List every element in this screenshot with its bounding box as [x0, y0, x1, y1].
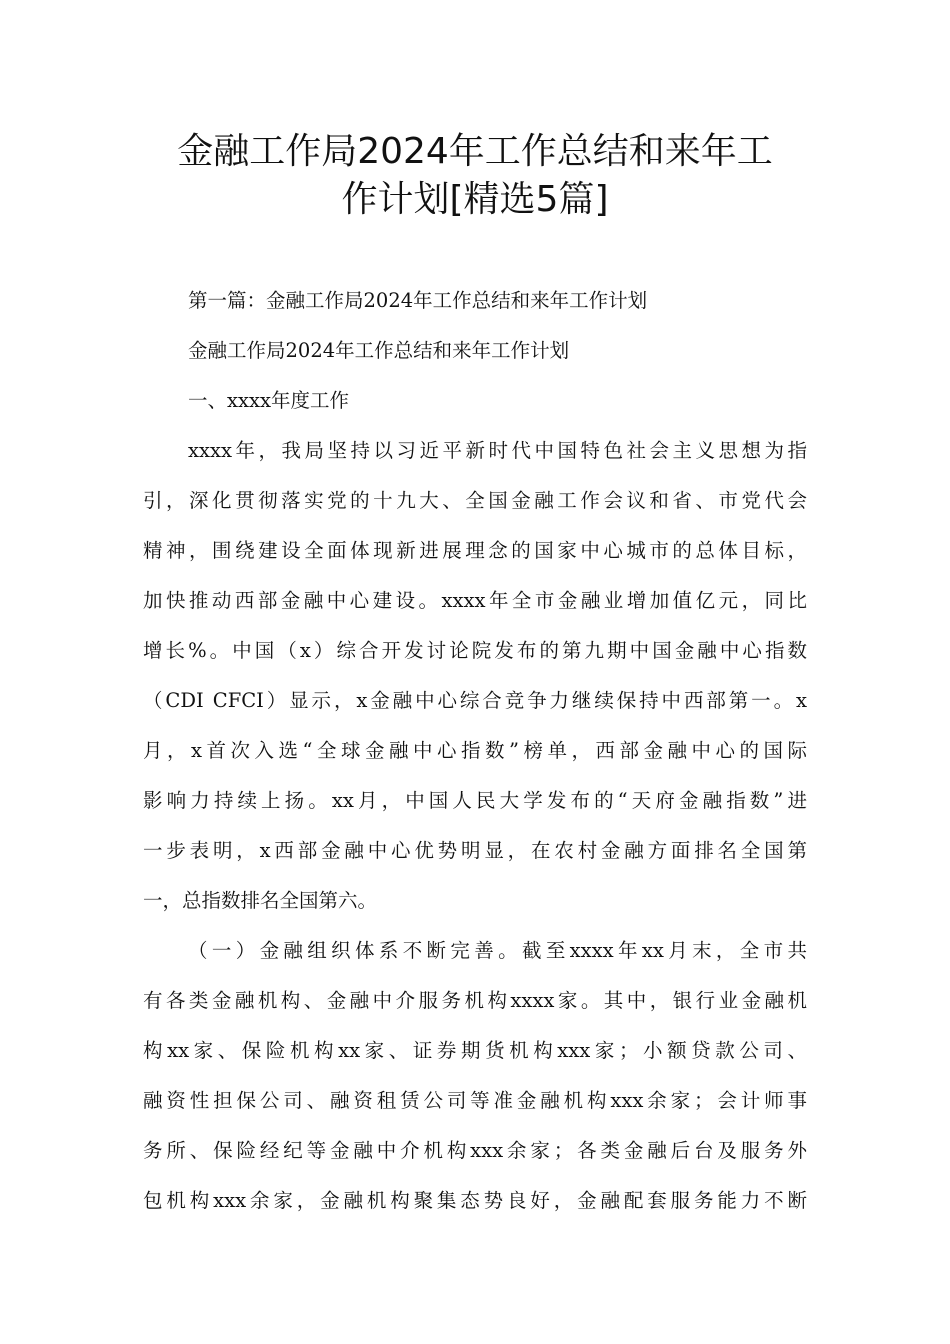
text-line: 有各类金融机构、金融中介服务机构xxxx家。其中，银行业金融机 — [143, 989, 807, 1012]
text-line: 增长%。中国（x）综合开发讨论院发布的第九期中国金融中心指数 — [143, 639, 807, 662]
text-line: 融资性担保公司、融资租赁公司等准金融机构xxx余家；会计师事 — [143, 1089, 807, 1112]
text-line: 一、xxxx年度工作 — [188, 389, 349, 412]
title-line-1: 金融工作局2024年工作总结和来年工 — [177, 131, 773, 172]
text-line: 精神，围绕建设全面体现新进展理念的国家中心城市的总体目标， — [143, 539, 807, 562]
text-line: 第一篇：金融工作局2024年工作总结和来年工作计划 — [188, 289, 648, 312]
text-line: 构xx家、保险机构xx家、证券期货机构xxx家；小额贷款公司、 — [143, 1039, 807, 1062]
text-line: 金融工作局2024年工作总结和来年工作计划 — [188, 339, 570, 362]
text-line: 引，深化贯彻落实党的十九大、全国金融工作会议和省、市党代会 — [143, 489, 807, 512]
text-line: 包机构xxx余家，金融机构聚集态势良好，金融配套服务能力不断 — [143, 1189, 807, 1212]
title-line-2: 作计划[精选5篇] — [341, 179, 609, 220]
document-body — [143, 276, 807, 1226]
section-heading-part-1 — [143, 276, 807, 326]
text-line: 一步表明，x西部金融中心优势明显，在农村金融方面排名全国第 — [143, 839, 807, 862]
text-line: （CDI CFCI）显示，x金融中心综合竞争力继续保持中西部第一。x — [143, 689, 807, 712]
text-line: 务所、保险经纪等金融中介机构xxx余家；各类金融后台及服务外 — [143, 1139, 807, 1162]
paragraph-financial-organizations — [143, 926, 807, 1226]
text-line: 月，x首次入选“全球金融中心指数”榜单，西部金融中心的国际 — [143, 739, 807, 762]
subtitle-line — [143, 326, 807, 376]
section-heading-annual-work — [143, 376, 807, 426]
text-line: xxxx年，我局坚持以习近平新时代中国特色社会主义思想为指 — [188, 439, 807, 462]
document-title — [120, 128, 830, 224]
text-line: 加快推动西部金融中心建设。xxxx年全市金融业增加值亿元，同比 — [143, 589, 807, 612]
text-line: 影响力持续上扬。xx月，中国人民大学发布的“天府金融指数”进 — [143, 789, 807, 812]
text-line: 一，总指数排名全国第六。 — [143, 889, 378, 912]
paragraph-overview — [143, 426, 807, 926]
text-line: （一）金融组织体系不断完善。截至xxxx年xx月末，全市共 — [188, 939, 807, 962]
